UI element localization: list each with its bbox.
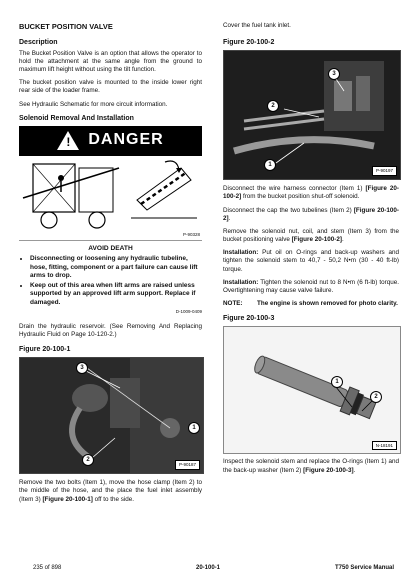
description-p2: The bucket position valve is mounted to the inside lower right rear side of the loader frame. [19,79,202,95]
installation-stem: Installation: Put oil on O-rings and back-up washers and tighten the solenoid stem to 40,7 - 50,2 N•m (30 - 40 ft-lb) torque. [223,249,399,273]
figure-2-code: P-90197 [372,166,397,176]
installation-nut: Installation: Tighten the solenoid nut to 8 N•m (6 ft-lb) torque. Overtightening may cause valve failure. [223,278,399,294]
danger-banner [19,126,202,156]
callout-1: 1 [188,422,200,434]
callout-2: 2 [370,391,382,403]
callout-3: 3 [76,362,88,374]
note-text: The engine is shown removed for photo clarity. [257,300,398,308]
callout-3: 3 [328,68,340,80]
engine-photo-icon [20,358,203,473]
solenoid-heading: Solenoid Removal And Installation [19,114,134,122]
figure-3-photo [223,326,401,454]
note-label: NOTE: [223,300,243,308]
callout-2: 2 [267,100,279,112]
callout-1: 1 [331,376,343,388]
right-column [223,22,399,480]
step-inspect-stem: Inspect the solenoid stem and replace the O-rings (Item 1) and the back-up washer (Item 2) [Figure 20-100-3]. [223,458,399,474]
drain-instruction: Drain the hydraulic reservoir. (See Removing And Replacing Hydraulic Fluid on Page 10-120-2.) [19,322,202,339]
figure-3-title: Figure 20-100-3 [223,315,275,323]
figure-1-title: Figure 20-100-1 [19,346,71,354]
warning-bullet: • Disconnecting or loosening any hydraulic tubeline, hose, fitting, component or a part failure can cause lift arms to drop. [30,255,202,280]
warning-bullet: • Keep out of this area when lift arms are raised unless supported by an approved lift arm support. Replace if damaged. [30,282,202,307]
step-remove-solenoid: Remove the solenoid nut, coil, and stem (Item 3) from the bucket positioning valve [Figure 20-100-2]. [223,227,399,244]
figure-1-photo [19,357,204,474]
warning-triangle-icon: ! [57,131,79,150]
solenoid-stem-icon [224,327,400,453]
page-number: 20-100-1 [196,565,221,571]
section-title: BUCKET POSITION VALVE [19,22,113,31]
callout-2: 2 [82,454,94,466]
danger-label: DANGER [88,131,164,149]
description-p1: The Bucket Position Valve is an option that allows the operator to hold the attachment at the same angle from the ground to maximum lift height without using the tilt function. [19,49,202,74]
danger-illustration [19,158,202,241]
step-disconnect-harness: Disconnect the wire harness connector (Item 1) [Figure 20-100-2] from the bucket position shut-off solenoid. [223,185,399,201]
left-column [19,22,202,509]
description-p3: See Hydraulic Schematic for more circuit information. [19,100,168,108]
valve-photo-icon [224,51,400,179]
danger-code: P-90328 [182,232,200,237]
figure-3-code: N-18191 [372,441,397,451]
warning-code: D-1009-0409 [175,309,202,315]
figure-1-code: P-90187 [175,460,200,470]
warning-list [19,255,202,307]
cover-instruction: Cover the fuel tank inlet. [223,22,291,29]
figure-2-title: Figure 20-100-2 [223,39,275,47]
callout-1: 1 [264,159,276,171]
description-heading: Description [19,38,58,46]
figure-1-caption: Remove the two bolts (Item 1), move the hose clamp (Item 2) to the middle of the hose, and the place the fuel inlet assembly (Item 3) [Figure 20-100-1] off to the side. [19,479,202,503]
manual-title: T750 Service Manual [335,565,395,571]
avoid-death-heading: AVOID DEATH [88,244,133,252]
figure-2-photo [223,50,401,180]
loader-warning-icon [19,158,202,230]
step-disconnect-tubelines: Disconnect the cap the two tubelines (Item 2) [Figure 20-100-2]. [223,206,399,222]
page-count: 235 of 898 [33,565,62,571]
note-block [223,300,399,308]
